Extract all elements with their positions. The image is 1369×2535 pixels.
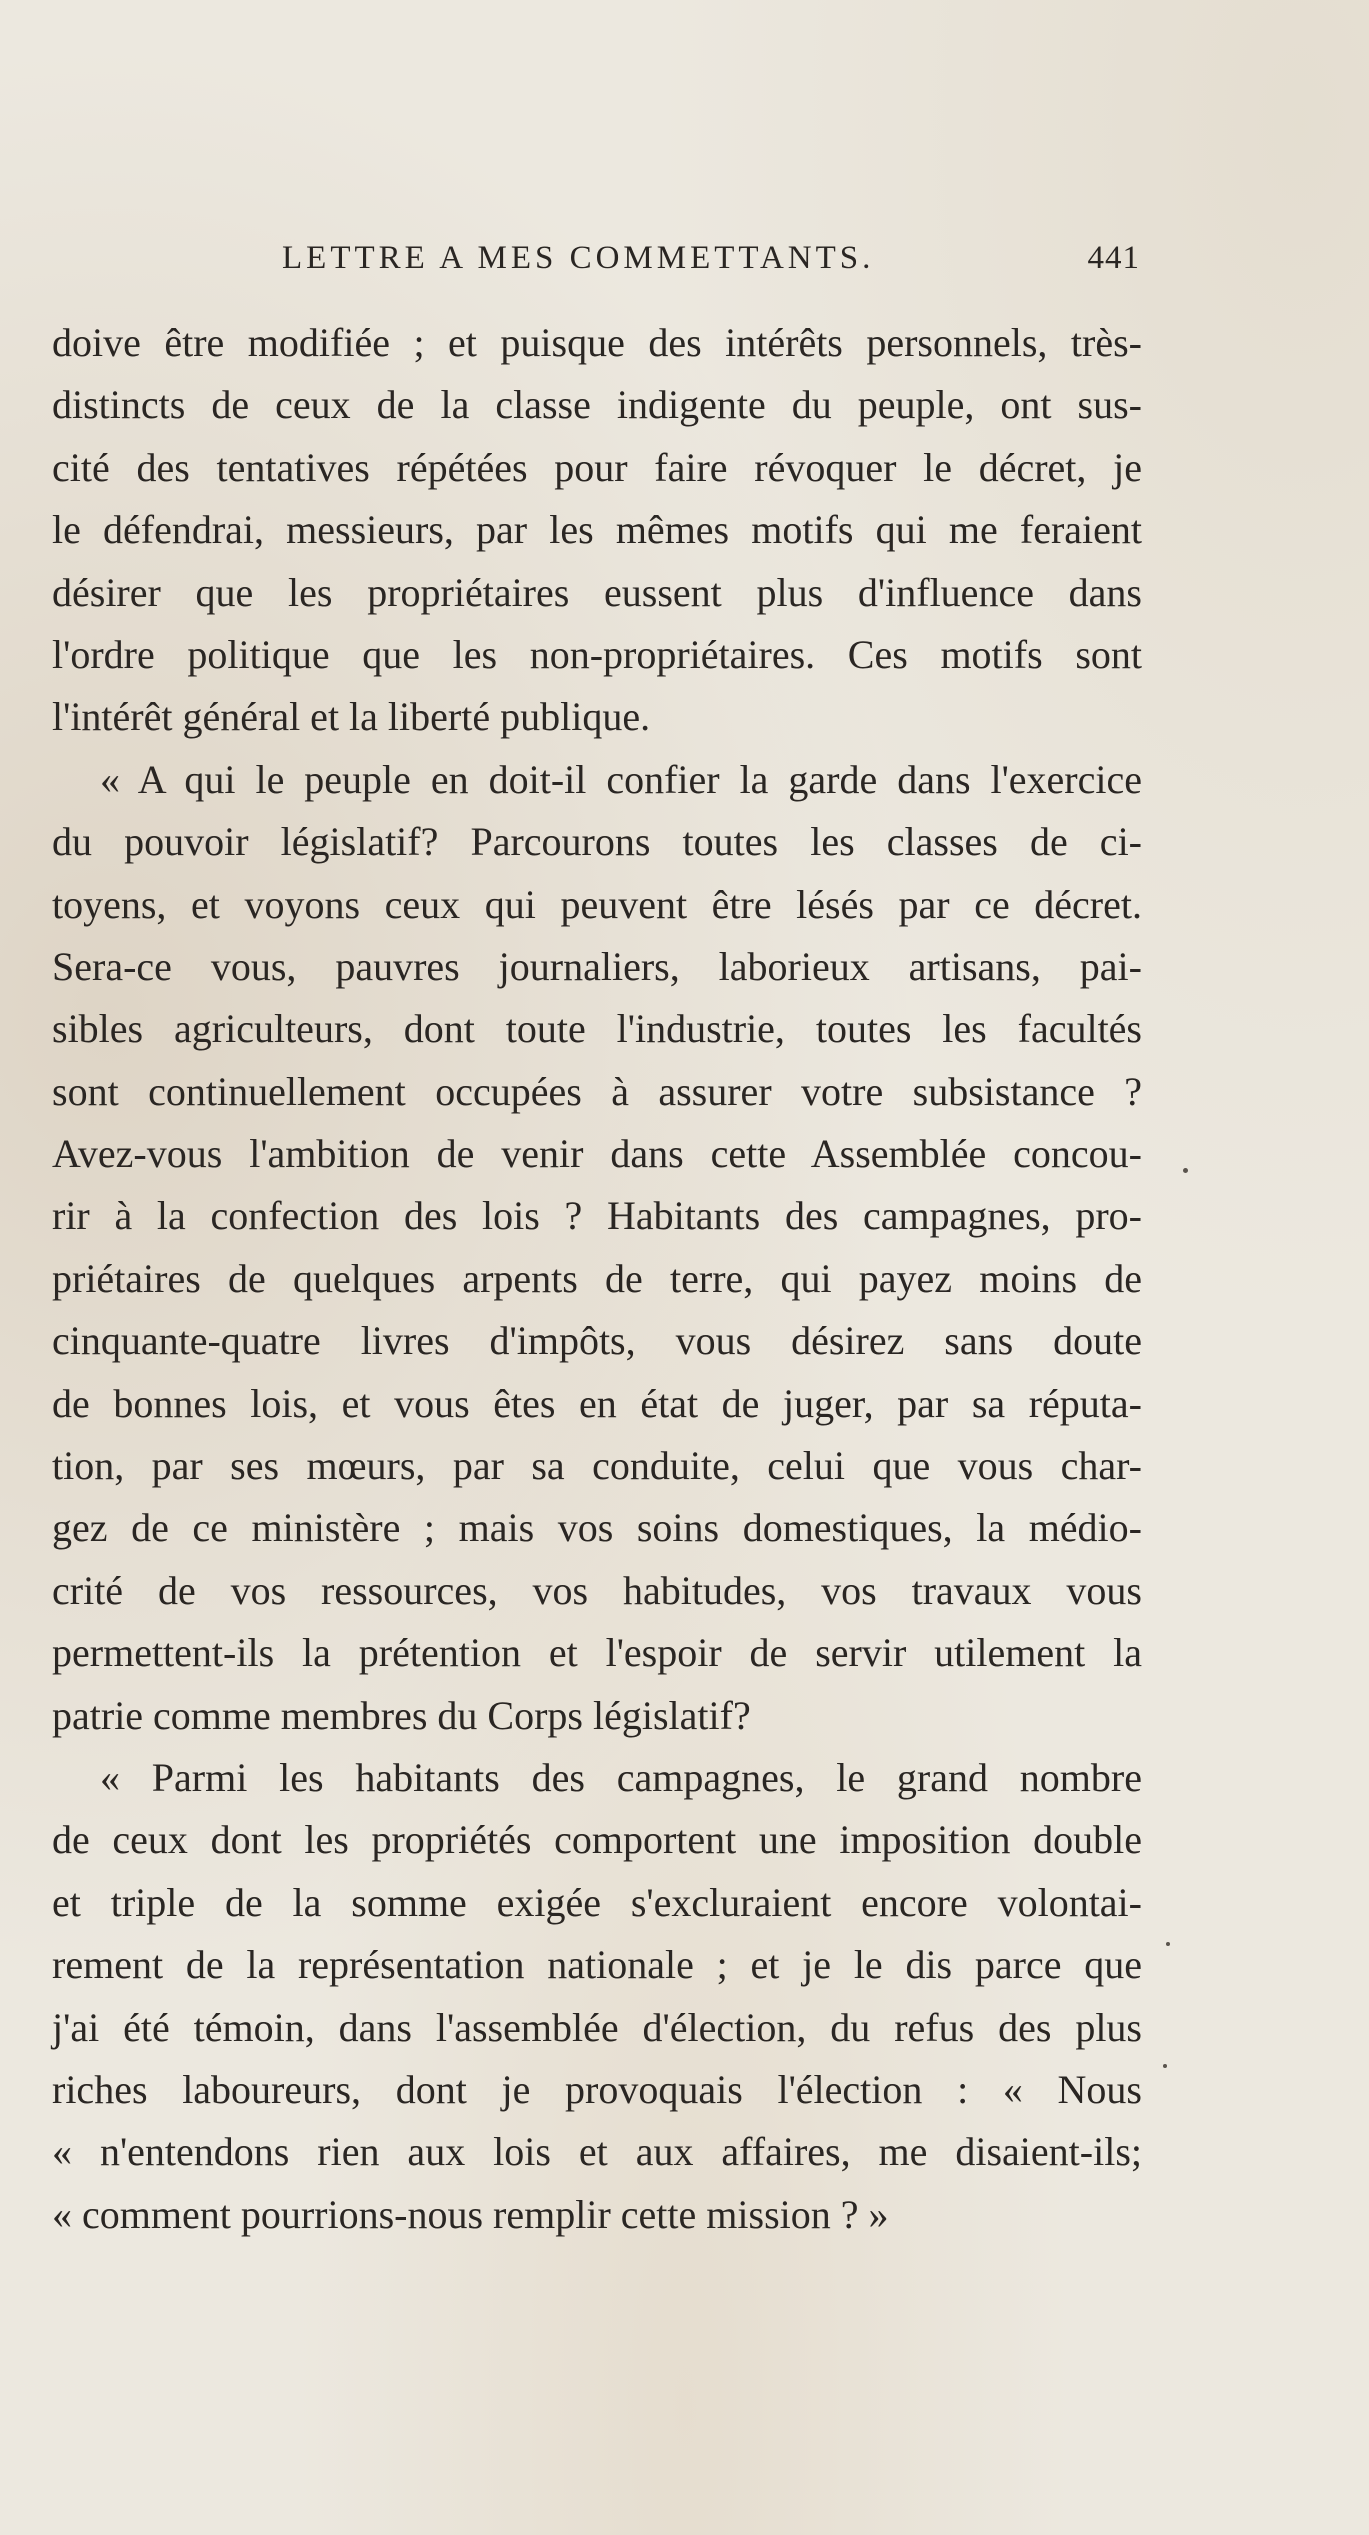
text-line: « comment pourrions-nous remplir cette mission ? » [52,2191,889,2237]
text-line: j'ai été témoin, dans l'assemblée d'élection, du refus des plus [52,2004,1142,2050]
text-line: sont continuellement occupées à assurer votre subsistance ? [52,1068,1142,1114]
text-line: cinquante-quatre livres d'impôts, vous désirez sans doute [52,1318,1142,1364]
text-line: désirer que les propriétaires eussent plus d'influence dans [52,569,1142,615]
body-text [52,312,1142,2246]
text-line: cité des tentatives répétées pour faire révoquer le décret, je [52,444,1142,490]
text-line: permettent-ils la prétention et l'espoir de servir utilement la [52,1630,1142,1676]
text-line: riches laboureurs, dont je provoquais l'élection : « Nous [52,2066,1142,2112]
text-line: sibles agriculteurs, dont toute l'industrie, toutes les facultés [52,1006,1142,1052]
text-line: « n'entendons rien aux lois et aux affaires, me disaient-ils; [52,2129,1142,2175]
paragraph-start-line: « Parmi les habitants des campagnes, le grand nombre [100,1754,1142,1800]
text-line: distincts de ceux de la classe indigente du peuple, ont sus- [52,382,1142,428]
text-line: doive être modifiée ; et puisque des intérêts personnels, très- [52,320,1142,365]
running-head [282,240,1140,290]
text-line: de ceux dont les propriétés comportent une imposition double [52,1817,1142,1863]
text-line: gez de ce ministère ; mais vos soins domestiques, la médio- [52,1505,1142,1551]
text-line: de bonnes lois, et vous êtes en état de juger, par sa réputa- [52,1380,1142,1426]
text-line: priétaires de quelques arpents de terre, qui payez moins de [52,1255,1142,1301]
text-line: Avez-vous l'ambition de venir dans cette Assemblée concou- [52,1131,1142,1177]
text-line: le défendrai, messieurs, par les mêmes motifs qui me feraient [52,507,1142,553]
text-line: l'intérêt général et la liberté publique. [52,694,651,740]
ink-speck [1163,2064,1167,2068]
page-number: 441 [1087,240,1140,276]
paragraph-start-line: « A qui le peuple en doit-il confier la garde dans l'exercice [100,756,1142,802]
text-line: Sera-ce vous, pauvres journaliers, laborieux artisans, pai- [52,943,1142,989]
ink-speck [1183,1168,1188,1173]
text-line: l'ordre politique que les non-propriétaires. Ces motifs sont [52,631,1142,677]
text-line: tion, par ses mœurs, par sa conduite, celui que vous char- [52,1443,1142,1489]
text-line: rir à la confection des lois ? Habitants des campagnes, pro- [52,1193,1142,1239]
running-head-title: LETTRE A MES COMMETTANTS. [282,240,875,276]
ink-speck [1166,1942,1170,1946]
text-line: patrie comme membres du Corps législatif? [52,1692,751,1738]
text-line: toyens, et voyons ceux qui peuvent être lésés par ce décret. [52,881,1142,927]
text-line: rement de la représentation nationale ; et je le dis parce que [52,1942,1142,1988]
text-line: du pouvoir législatif? Parcourons toutes les classes de ci- [52,819,1142,865]
text-line: crité de vos ressources, vos habitudes, vos travaux vous [52,1567,1142,1613]
text-line: et triple de la somme exigée s'excluraient encore volontai- [52,1879,1142,1925]
